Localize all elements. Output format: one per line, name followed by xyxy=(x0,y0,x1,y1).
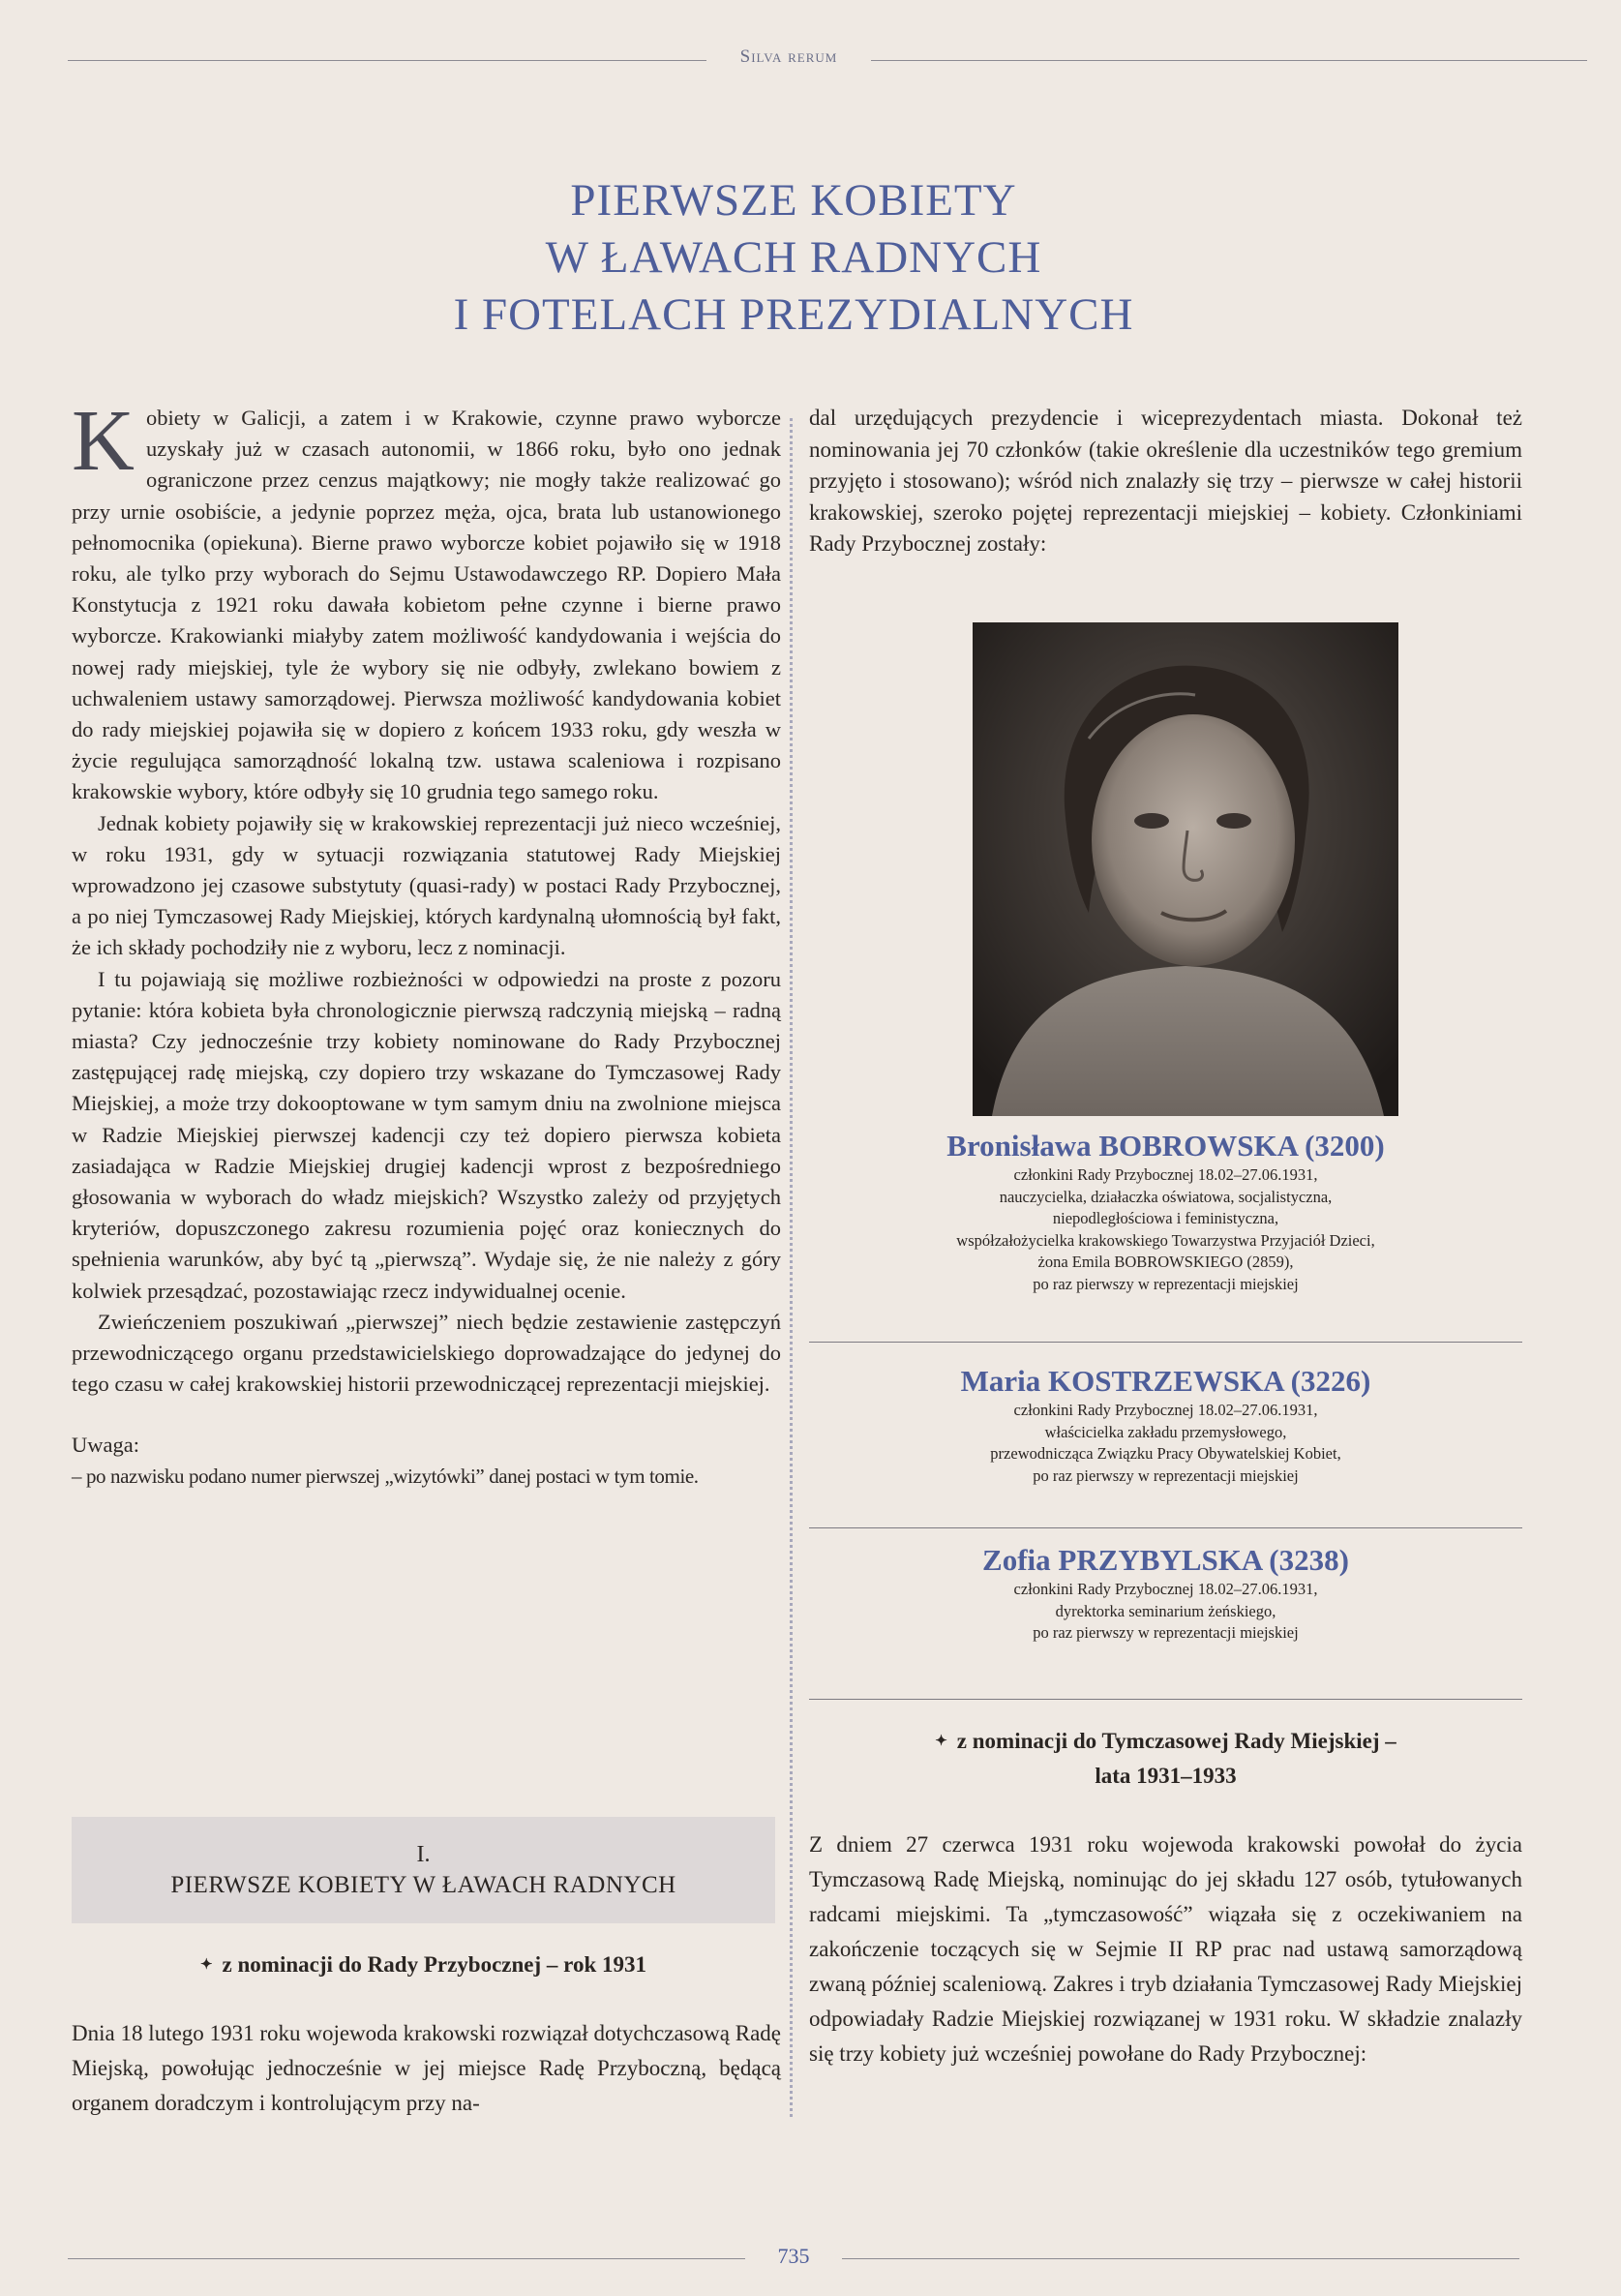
person-name: Bronisława BOBROWSKA (3200) xyxy=(946,1129,1385,1163)
note-label: Uwaga: xyxy=(72,1432,139,1457)
portrait-photo xyxy=(973,622,1398,1116)
subheading-line-2: lata 1931–1933 xyxy=(1095,1764,1237,1788)
person-line: współzałożycielka krakowskiego Towarzystwa Przyjaciół Dzieci, xyxy=(956,1230,1375,1250)
portrait-image xyxy=(973,622,1398,1116)
paragraph-rada-przyboczna: Dnia 18 lutego 1931 roku wojewoda krakowski rozwiązał dotychczasową Radę Miejską, powołując jednocześnie w jej miejsce Radę Przyboczną, będącą organem doradczym i kontrolującym przy na- xyxy=(72,2021,781,2115)
intro-paragraph xyxy=(72,393,781,808)
person-line: członkini Rady Przybocznej 18.02–27.06.1931, xyxy=(1013,1165,1318,1184)
header-rule-left xyxy=(68,60,706,61)
column-divider xyxy=(790,418,793,2117)
footer-rule-right xyxy=(842,2258,1519,2259)
section-heading-box xyxy=(72,1817,775,1923)
page-title xyxy=(242,172,1345,344)
title-line-2: W ŁAWACH RADNYCH xyxy=(545,232,1042,283)
caption-separator xyxy=(809,1342,1522,1343)
person-line: żona Emila BOBROWSKIEGO (2859), xyxy=(1037,1253,1294,1271)
bullet-icon: ✦ xyxy=(199,1957,213,1973)
paragraph-2: Jednak kobiety pojawiły się w krakowskiej reprezentacji już nieco wcześniej, w roku 1931, gdy w sytuacji rozwiązania statutowej Rady Miejskiej wprowadzono jej czasowe substytuty (quasi-rady) w postaci Rady Przybocznej, a po niej Tymczasowej Rady Miejskiej, których kardynalną ułomnością był fakt, że ich składy pochodziły nie z wyboru, lecz z nominacji. xyxy=(72,810,781,960)
section-heading: PIERWSZE KOBIETY W ŁAWACH RADNYCH xyxy=(170,1872,676,1898)
page-number: 735 xyxy=(777,2244,810,2268)
person-line: po raz pierwszy w reprezentacji miejskiej xyxy=(1033,1623,1299,1642)
running-header xyxy=(68,46,1519,76)
person-name: Maria KOSTRZEWSKA (3226) xyxy=(960,1364,1371,1398)
section-number: I. xyxy=(416,1842,431,1867)
caption-kostrzewska xyxy=(809,1363,1522,1487)
running-title: Silva rerum xyxy=(739,46,838,67)
title-line-3: I FOTELACH PREZYDIALNYCH xyxy=(453,289,1134,340)
person-line: po raz pierwszy w reprezentacji miejskiej xyxy=(1033,1465,1299,1485)
footer-rule-left xyxy=(68,2258,745,2259)
intro-text: obiety w Galicji, a zatem i w Krakowie, czynne prawo wyborcze uzyskały już w czasach autonomii, w 1866 roku, było ono jednak ograniczone przez cenzus majątkowy; nie mogły także realizować go przy urnie osobiście, a jedynie poprzez męża, ojca, brata lub ustanowionego pełnomocnika (opiekuna). Bierne prawo wyborcze kobiet pojawiło się w 1918 roku, ale tylko przy wyborach do Sejmu Ustawodawczego RP. Dopiero Mała Konstytucja z 1921 roku dawała kobietom pełne czynne i bierne prawo wyborcze. Krakowianki miałyby zatem możliwość kandydowania i wejścia do nowej rady miejskiej, tyle że wybory się nie odbyły, zwlekano bowiem z uchwaleniem ustawy samorządowej. Pierwsza możliwość kandydowania kobiet do rady miejskiej pojawiła się w dopiero z końcem 1933 roku, gdy weszła w życie regulująca samorządność lokalną tzw. ustawa scaleniowa i rozpisano krakowskie wybory, które odbyły się 10 grudnia tego samego roku. xyxy=(72,406,781,804)
right-column xyxy=(809,403,1522,560)
subheading-line-1: z nominacji do Tymczasowej Rady Miejskiej – xyxy=(956,1729,1396,1753)
bullet-icon: ✦ xyxy=(935,1734,947,1749)
subheading-tymczasowa-rada xyxy=(809,1724,1522,1794)
subheading-text: z nominacji do Rady Przybocznej – rok 1931 xyxy=(222,1952,647,1977)
person-line: dyrektorka seminarium żeńskiego, xyxy=(1055,1601,1276,1620)
page-footer xyxy=(68,2244,1519,2273)
person-line: po raz pierwszy w reprezentacji miejskiej xyxy=(1033,1274,1299,1293)
caption-bobrowska xyxy=(809,1128,1522,1295)
person-line: właścicielka zakładu przemysłowego, xyxy=(1044,1422,1287,1441)
subheading-rada-przyboczna xyxy=(72,1952,775,1978)
person-name: Zofia PRZYBYLSKA (3238) xyxy=(982,1543,1349,1577)
caption-separator xyxy=(809,1527,1522,1528)
paragraph-tymczasowa-rada: Z dniem 27 czerwca 1931 roku wojewoda krakowski powołał do życia Tymczasową Radę Miejską, nominując do jej składu 127 osób, tytułowanych radcami miejskimi. Ta „tymczasowość” wiązała się z oczekiwaniem na zakończenie toczących się w Sejmie II RP prac nad ustawą samorządową zwaną później scaleniową. Zakres i tryb działania Tymczasowej Rady Miejskiej odpowiadały Radzie Miejskiej rozwiązanej w 1931 roku. W składzie znalazły się trzy kobiety już wcześniej powołane do Rady Przybocznej: xyxy=(809,1832,1522,2066)
paragraph-3: I tu pojawiają się możliwe rozbieżności w odpowiedzi na proste z pozoru pytanie: która kobieta była chronologicznie pierwszą radczynią miejską – radną miasta? Czy jednocześnie trzy kobiety nominowane do Rady Przybocznej zastępującej radę miejską, czy dopiero trzy wskazane do Tymczasowej Rady Miejskiej, a może trzy dokooptowane w tym samym dniu na zwolnione miejsca w Radzie Miejskiej pierwszej kadencji czy też dopiero pierwsza kobieta zasiadająca w Radzie Miejskiej drugiej kadencji wprost z bezpośredniego głosowania w wyborach do władz miejskich? Wszystko zależy od przyjętych kryteriów, dopuszczonego zakresu rozumienia pojęć oraz koniecznych do spełnienia warunków, aby być tą „pierwszą”. Wydaje się, że nie należy z góry kolwiek przesądzać, pozostawiając rzecz indywidualnej ocenie. xyxy=(72,966,781,1303)
person-line: członkini Rady Przybocznej 18.02–27.06.1931, xyxy=(1013,1401,1318,1419)
caption-separator xyxy=(809,1699,1522,1700)
person-line: członkini Rady Przybocznej 18.02–27.06.1931, xyxy=(1013,1580,1318,1598)
person-line: nauczycielka, działaczka oświatowa, socjalistyczna, xyxy=(999,1187,1333,1206)
right-paragraph-1: dal urzędujących prezydencie i wiceprezydentach miasta. Dokonał też nominowania jej 70 członków (takie określenie dla uczestników tego gremium przyjęto i stosowano); wśród nich znalazły się trzy – pierwsze w całej historii krakowskiej, szeroko pojętej reprezentacji miejskiej – kobiety. Członkiniami Rady Przybocznej zostały: xyxy=(809,406,1522,556)
caption-przybylska xyxy=(809,1542,1522,1645)
person-line: przewodnicząca Związku Pracy Obywatelskiej Kobiet, xyxy=(990,1444,1341,1463)
left-column xyxy=(72,393,781,1492)
person-line: niepodległościowa i feministyczna, xyxy=(1052,1209,1279,1227)
paragraph-4: Zwieńczeniem poszukiwań „pierwszej” niech będzie zestawienie zastępczyń przewodniczącego organu przedstawicielskiego doprowadzające do jedynej do tego czasu w całej krakowskiej historii przewodniczącej reprezentacji miejskiej. xyxy=(72,1309,781,1397)
header-rule-right xyxy=(871,60,1587,61)
drop-cap: K xyxy=(72,393,135,489)
title-line-1: PIERWSZE KOBIETY xyxy=(570,175,1017,226)
note-text: – po nazwisku podano numer pierwszej „wizytówki” danej postaci w tym tomie. xyxy=(72,1464,699,1488)
